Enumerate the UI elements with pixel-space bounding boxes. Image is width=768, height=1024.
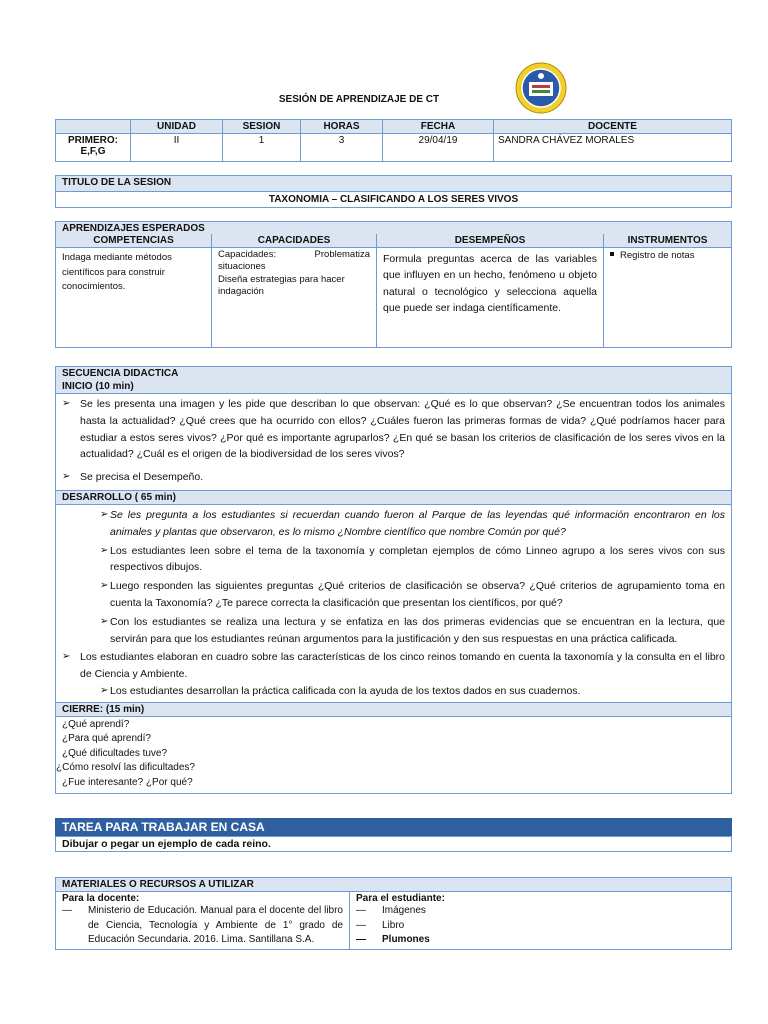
info-header-row (56, 120, 732, 134)
school-seal-icon (515, 62, 567, 114)
tarea-text: Dibujar o pegar un ejemplo de cada reino. (55, 836, 732, 852)
page-title: SESIÓN DE APRENDIZAJE DE CT (278, 94, 440, 105)
info-header-grado (56, 120, 131, 134)
titulo-label: TITULO DE LA SESION (56, 176, 732, 192)
docente-item: — Ministerio de Educación. Manual para el docente del libro de Ciencia, Tecnología y Ambiente de 1° grado de Educación Secundaria. 2016. Lima. Santillana S.A. (62, 904, 343, 948)
desarrollo-item: ➢ Con los estudiantes se realiza una lectura y se enfatiza en las dos primeras evidencias que se encuentran en la lectura, que servirán para que los estudiantes reúnan argumentos para la justificación y den sus respuestas en una práctica calificada. (62, 614, 725, 648)
arrow-bullet-icon: ➢ (100, 544, 109, 556)
desarrollo-item: ➢ Se les pregunta a los estudiantes si recuerdan cuando fueron al Parque de las leyendas qué información encontraron en los animales y plantas que observaron, es lo mismo ¿Nombre científico que nombre Común por qué? (62, 507, 725, 541)
instrumentos-cell (604, 248, 732, 348)
titulo-value: TAXONOMIA – CLASIFICANDO A LOS SERES VIVOS (56, 192, 732, 208)
info-header-fecha: FECHA (383, 120, 494, 134)
arrow-bullet-icon: ➢ (62, 651, 71, 663)
tarea-block (55, 818, 732, 852)
col-desempenos: DESEMPEÑOS (377, 234, 604, 248)
col-instrumentos: INSTRUMENTOS (604, 234, 732, 248)
estudiante-item: — Imágenes (356, 904, 725, 919)
desempenos-cell: Formula preguntas acerca de las variables que influyen en un hecho, fenómeno u objeto natural o tecnológico y selecciona aquella que puede ser indaga científicamente. (377, 248, 604, 348)
arrow-bullet-icon: ➢ (62, 471, 71, 483)
tarea-label: TAREA PARA TRABAJAR EN CASA (55, 818, 732, 836)
info-header-sesion: SESION (223, 120, 301, 134)
capacidades-cell (212, 248, 377, 348)
estudiante-item: — Plumones (356, 933, 725, 948)
materiales-section-title: MATERIALES O RECURSOS A UTILIZAR (56, 878, 732, 892)
cierre-item: ¿Cómo resolví las dificultades? (56, 762, 195, 774)
secuencia-section-title: SECUENCIA DIDACTICA (56, 367, 732, 381)
info-value-row (56, 134, 732, 162)
desarrollo-item: ➢ Los estudiantes leen sobre el tema de la taxonomía y completan ejemplos de cómo Linneo agrupo a los seres vivos con sus respectivos dibujos. (62, 543, 725, 577)
titulo-table (55, 175, 732, 208)
inicio-body (56, 394, 732, 491)
cierre-item: ¿Qué dificultades tuve? (62, 747, 168, 759)
desarrollo-body (56, 504, 732, 702)
cierre-item: ¿Fue interesante? ¿Por qué? (62, 776, 193, 788)
square-bullet-icon (610, 252, 614, 256)
dash-bullet-icon: — (356, 905, 366, 916)
docente-label: Para la docente: (62, 893, 140, 904)
arrow-bullet-icon: ➢ (62, 398, 71, 409)
aprendizajes-table (55, 221, 732, 348)
cierre-item: ¿Qué aprendí? (62, 718, 130, 730)
capacidad-1: Capacidades: Problematiza situaciones (218, 249, 370, 273)
inicio-item: ➢ Se les presenta una imagen y les pide que describan lo que observan: ¿Qué es lo que observan? ¿Se encuentran todos los animales hasta la actualidad? ¿Qué crees que ha ocurrido con ellos? ¿Cuáles fueron las primeras formas de vida? ¿Qué podríamos hacer para estudiar a estos seres vivos? ¿Por qué es importante agruparlos? ¿En qué se basan los criterios de clasificación de los seres vivos en la actualidad? ¿Cuál es el origen de la biodiversidad de los seres vivos? (62, 396, 725, 463)
arrow-bullet-icon: ➢ (100, 684, 109, 696)
session-info-table (55, 119, 732, 162)
capacidad-2: Diseña estrategias para hacer indagación (218, 273, 345, 298)
desarrollo-item: ➢ Luego responden las siguientes preguntas ¿Qué criterios de clasificación se observa? ¿Qué criterios de agrupamiento toma en cuenta la Taxonomía? ¿Te parece correcta la clasificación que presentan los científicos, por qué? (62, 578, 725, 612)
arrow-bullet-icon: ➢ (100, 508, 109, 520)
col-competencias: COMPETENCIAS (56, 234, 212, 248)
estudiante-label: Para el estudiante: (356, 893, 445, 904)
cierre-body (56, 716, 732, 794)
arrow-bullet-icon: ➢ (100, 615, 109, 627)
estudiante-item: — Libro (356, 919, 725, 934)
info-docente: SANDRA CHÁVEZ MORALES (494, 134, 732, 162)
info-header-unidad: UNIDAD (131, 120, 223, 134)
info-unidad: II (131, 134, 223, 162)
materiales-estudiante-cell (350, 892, 732, 950)
inicio-label: INICIO (10 min) (56, 380, 732, 394)
competencias-cell: Indaga mediante métodos científicos para construir conocimientos. (56, 248, 212, 348)
dash-bullet-icon: — (62, 905, 72, 916)
info-fecha: 29/04/19 (383, 134, 494, 162)
desarrollo-item: ➢ Los estudiantes desarrollan la práctica calificada con la ayuda de los textos dados en sus cuadernos. (62, 683, 725, 700)
dash-bullet-icon: — (356, 934, 366, 945)
instrumento-item: Registro de notas (620, 250, 695, 261)
info-sesion: 1 (223, 134, 301, 162)
secuencia-table (55, 366, 732, 794)
inicio-item: ➢ Se precisa el Desempeño. (62, 469, 725, 486)
cierre-label: CIERRE: (15 min) (56, 702, 732, 716)
materiales-table (55, 877, 732, 950)
info-header-docente: DOCENTE (494, 120, 732, 134)
col-capacidades: CAPACIDADES (212, 234, 377, 248)
aprendizajes-section-title: APRENDIZAJES ESPERADOS (56, 222, 732, 235)
info-grado: PRIMERO: E,F,G (56, 134, 131, 162)
info-header-horas: HORAS (301, 120, 383, 134)
cierre-item: ¿Para qué aprendí? (62, 733, 151, 745)
desarrollo-outer-item: ➢ Los estudiantes elaboran en cuadro sobre las características de los cinco reinos tomando en cuenta la taxonomía y la consulta en el libro de Ciencia y Ambiente. (62, 649, 725, 683)
materiales-docente-cell (56, 892, 350, 950)
arrow-bullet-icon: ➢ (100, 580, 109, 592)
dash-bullet-icon: — (356, 919, 366, 931)
info-horas: 3 (301, 134, 383, 162)
desarrollo-label: DESARROLLO ( 65 min) (56, 490, 732, 504)
